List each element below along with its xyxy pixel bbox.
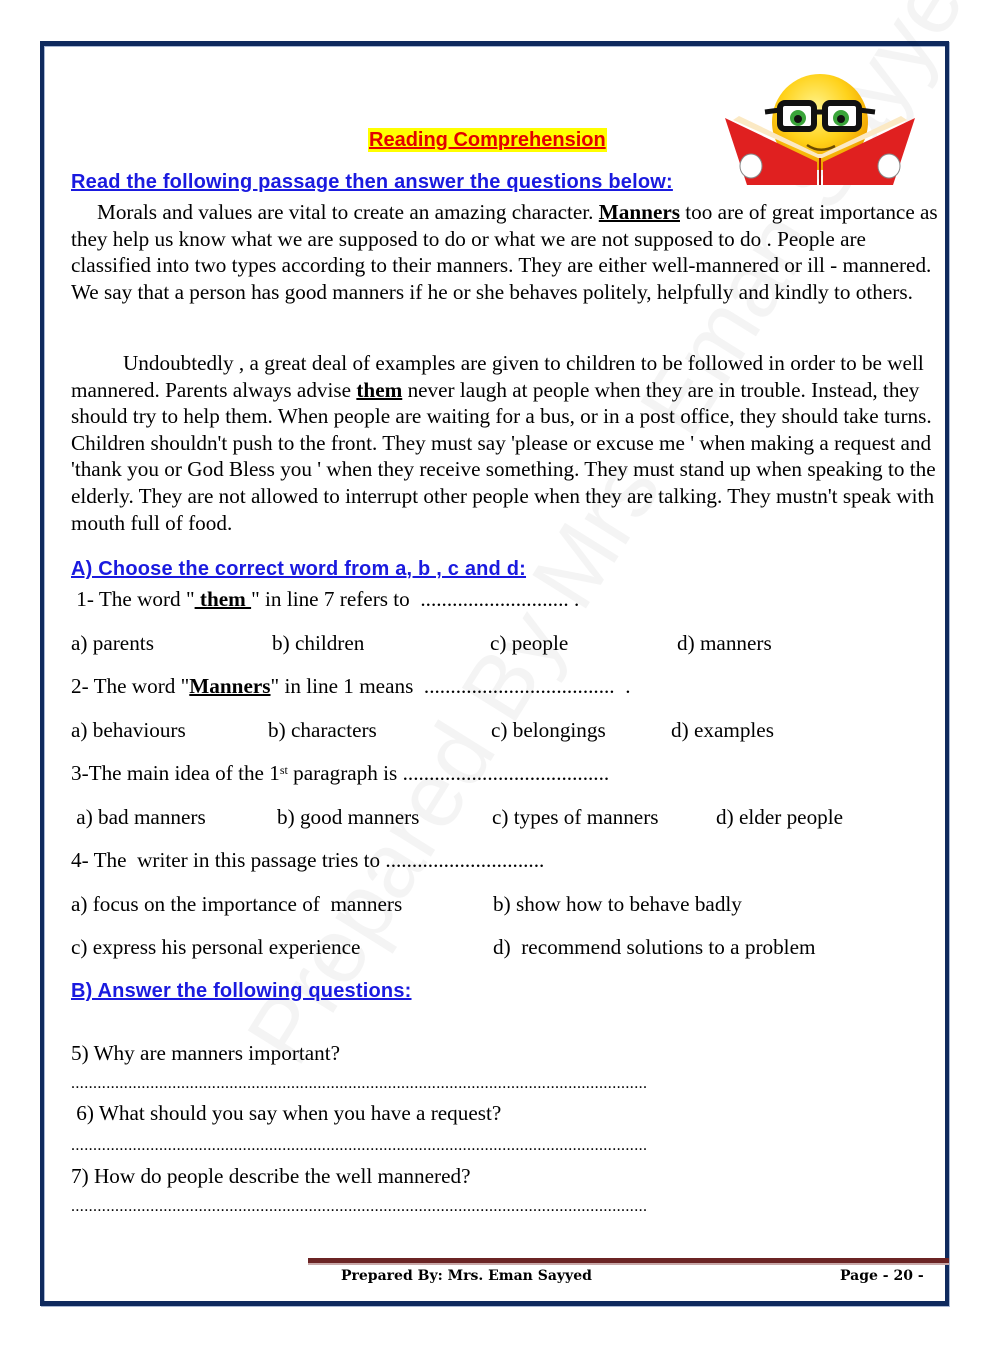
- keyword-them: them: [356, 377, 403, 402]
- question-5: 5) Why are manners important?: [71, 1041, 341, 1065]
- q3-option-b[interactable]: b) good manners: [277, 805, 420, 829]
- q2-option-a[interactable]: a) behaviours: [71, 718, 186, 742]
- page-title: Reading Comprehension: [369, 129, 606, 151]
- keyword-them: them: [194, 587, 252, 611]
- footer-page-number: Page - 20 -: [840, 1268, 924, 1284]
- question-7: 7) How do people describe the well mannered?: [71, 1164, 471, 1188]
- q3-option-d[interactable]: d) elder people: [716, 805, 844, 829]
- footer-prepared-by: Prepared By: Mrs. Eman Sayyed: [341, 1268, 592, 1284]
- q2-option-b[interactable]: b) characters: [268, 718, 377, 742]
- question-2: 2- The word "Manners" in line 1 means .................................... .: [71, 674, 631, 698]
- section-a-heading: A) Choose the correct word from a, b , c and d:: [71, 558, 527, 580]
- q2-option-d[interactable]: d) examples: [671, 718, 774, 742]
- q1-option-c[interactable]: c) people: [490, 631, 569, 655]
- answer-line-5[interactable]: ...................................................................................................................................: [71, 1075, 648, 1092]
- question-1: 1- The word " them " in line 7 refers to ............................ .: [71, 587, 580, 611]
- question-3: 3-The main idea of the 1st paragraph is .......................................: [71, 761, 610, 785]
- q1-option-d[interactable]: d) manners: [677, 631, 772, 655]
- q1-option-b[interactable]: b) children: [272, 631, 365, 655]
- reading-smiley-with-glasses-icon: [725, 70, 915, 185]
- q4-option-b[interactable]: b) show how to behave badly: [493, 892, 742, 916]
- passage-paragraph-2: Undoubtedly , a great deal of examples are given to children to be followed in order to be well mannered. Parents always advise them never laugh at people when they are in trouble. Instead, they should try to help them. When people are waiting for a bus, or in a post office, they should take turns. Children shouldn't push to the front. They must say 'please or excuse me ' when making a request and 'thank you or God Bless you ' when they receive something. They must stand up when speaking to the elderly. They are not allowed to interrupt other people when they are talking. They mustn't speak with mouth full of food.: [71, 351, 936, 535]
- question-6: 6) What should you say when you have a request?: [71, 1101, 502, 1125]
- footer-divider: [308, 1258, 949, 1265]
- section-b-heading: B) Answer the following questions:: [71, 980, 412, 1002]
- instruction-heading: Read the following passage then answer the questions below:: [71, 171, 673, 193]
- q3-option-a[interactable]: a) bad manners: [71, 805, 206, 829]
- q1-option-a[interactable]: a) parents: [71, 631, 154, 655]
- q3-option-c[interactable]: c) types of manners: [492, 805, 659, 829]
- q2-option-c[interactable]: c) belongings: [491, 718, 606, 742]
- question-4: 4- The writer in this passage tries to ..............................: [71, 848, 545, 872]
- q4-option-d[interactable]: d) recommend solutions to a problem: [493, 935, 816, 959]
- answer-line-6[interactable]: ...................................................................................................................................: [71, 1137, 648, 1154]
- q4-option-c[interactable]: c) express his personal experience: [71, 935, 361, 959]
- keyword-manners: Manners: [189, 674, 271, 698]
- answer-line-7[interactable]: ...................................................................................................................................: [71, 1198, 648, 1215]
- q4-option-a[interactable]: a) focus on the importance of manners: [71, 892, 403, 916]
- passage-paragraph-1: Morals and values are vital to create an amazing character. Manners too are of great importance as they help us know what we are supposed to do or what we are not supposed to do . People are classified into two types according to their manners. They are either well-mannered or ill - mannered. We say that a person has good manners if he or she behaves politely, helpfully and kindly to others.: [71, 200, 938, 304]
- keyword-manners: Manners: [598, 200, 680, 224]
